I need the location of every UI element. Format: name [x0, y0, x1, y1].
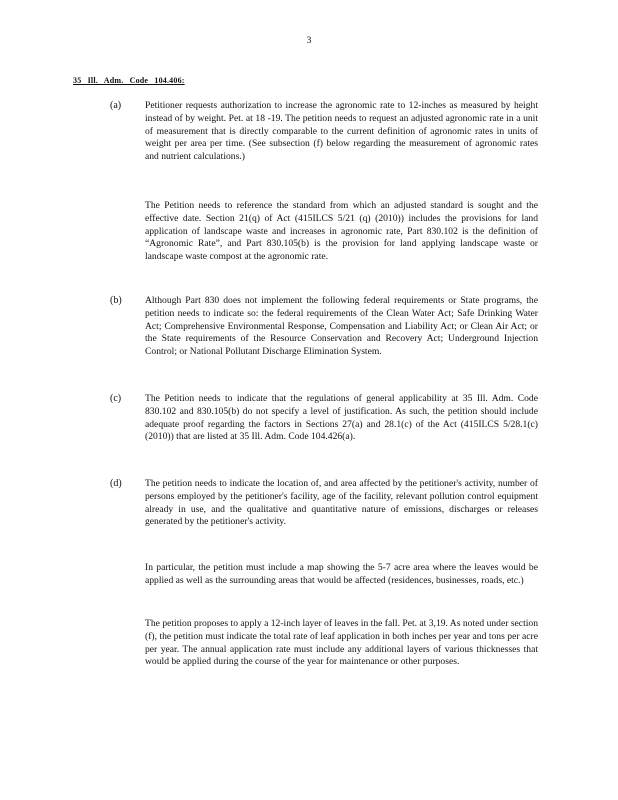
section-marker: (d): [110, 478, 122, 489]
paragraph: The Petition needs to reference the standard from which an adjusted standard is sought and the effective date. Section 21(q) of Act (415ILCS 5/21 (q) (2010)) includes the provisions for land application of landscape waste and increases in agronomic rate, Part 830.102 is the definition of “Agronomic Rate”, and Part 830.105(b) is the provision for land applying landscape waste or landscape waste compost at the agronomic rate.: [145, 200, 538, 263]
paragraph: The petition proposes to apply a 12-inch layer of leaves in the fall. Pet. at 3,19. As noted under section (f), the petition must indicate the total rate of leaf application in both inches per year and tons per acre per year. The annual application rate must include any additional layers of various thicknesses that would be applied during the course of the year for maintenance or other purposes.: [145, 618, 538, 668]
section-heading: 35 Ill. Adm. Code 104.406:: [73, 76, 185, 85]
section-marker: (c): [110, 393, 122, 404]
section-marker: (b): [110, 295, 122, 306]
paragraph: The petition needs to indicate the location of, and area affected by the petitioner's activity, number of persons employed by the petitioner's facility, age of the facility, relevant pollution control equipment already in use, and the qualitative and quantitative nature of emissions, discharges or releases generated by the petitioner's activity.: [145, 478, 538, 528]
paragraph: The Petition needs to indicate that the regulations of general applicability at 35 Ill. Adm. Code 830.102 and 830.105(b) do not specify a level of justification. As such, the petition should include adequate proof regarding the factors in Sections 27(a) and 28.1(c) of the Act (415ILCS 5/28.1(c) (2010)) that are listed at 35 Ill. Adm. Code 104.426(a).: [145, 393, 538, 443]
paragraph: Petitioner requests authorization to increase the agronomic rate to 12-inches as measured by height instead of by weight. Pet. at 18 -19. The petition needs to request an adjusted agronomic rate in a unit of measurement that is directly comparable to the current definition of agronomic rates in units of weight per area per time. (See subsection (f) below regarding the measurement of agronomic rates and nutrient calculations.): [145, 100, 538, 163]
page-number: 3: [306, 36, 312, 46]
paragraph: Although Part 830 does not implement the following federal requirements or State programs, the petition needs to indicate so: the federal requirements of the Clean Water Act; Safe Drinking Water Act; Comprehensive Environmental Response, Compensation and Liability Act; or Clean Air Act; or the State requirements of the Resource Conservation and Recovery Act; Underground Injection Control; or National Pollutant Discharge Elimination System.: [145, 295, 538, 358]
section-marker: (a): [110, 100, 122, 111]
paragraph: In particular, the petition must include a map showing the 5-7 acre area where the leaves would be applied as well as the surrounding areas that would be affected (residences, businesses, roads, etc.): [145, 562, 538, 586]
